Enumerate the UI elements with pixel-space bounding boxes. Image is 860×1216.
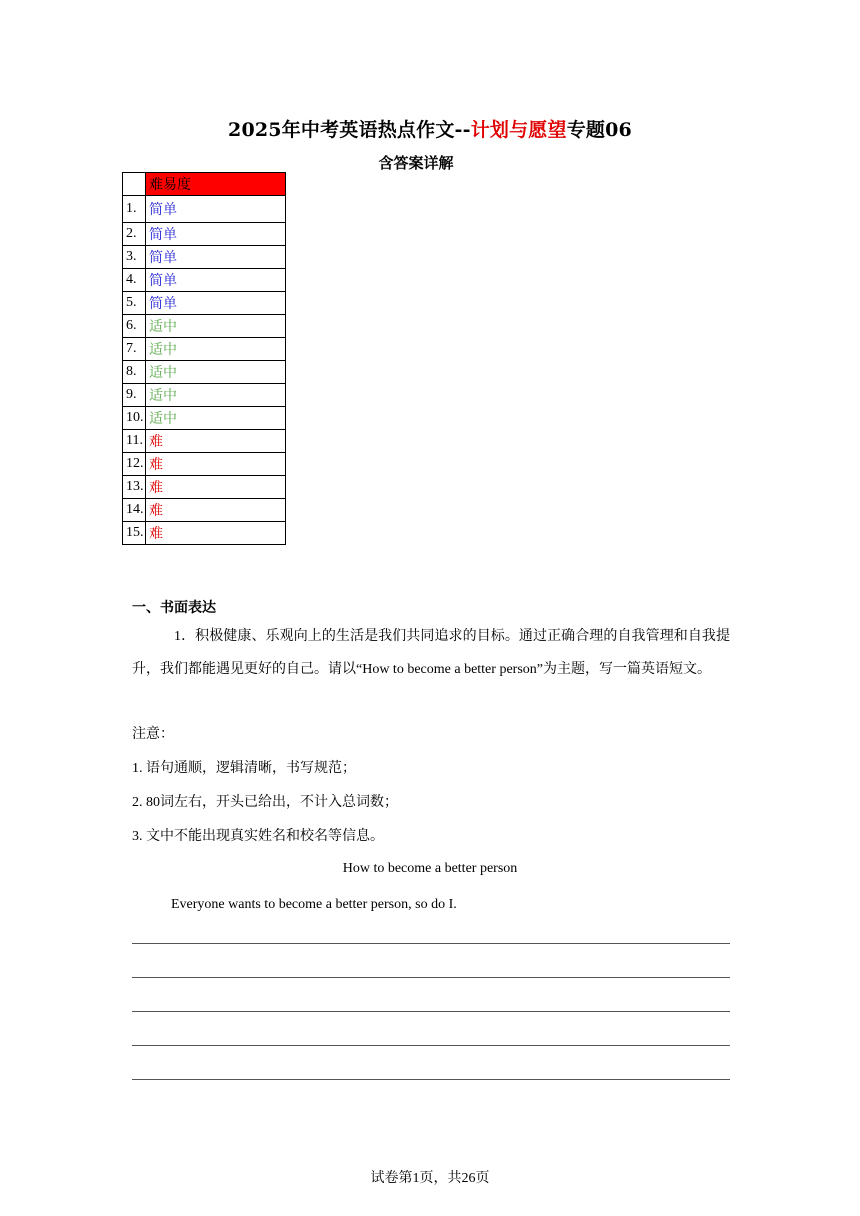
row-number: 5. bbox=[123, 292, 146, 315]
difficulty-level: 适中 bbox=[146, 361, 286, 384]
difficulty-row bbox=[123, 246, 286, 269]
essay-opening: Everyone wants to become a better person, so do I. bbox=[171, 897, 457, 912]
difficulty-level: 适中 bbox=[146, 315, 286, 338]
answer-line[interactable] bbox=[132, 977, 730, 978]
answer-line[interactable] bbox=[132, 1045, 730, 1046]
difficulty-level: 难 bbox=[146, 499, 286, 522]
note-item: 1. 语句通顺，逻辑清晰，书写规范； bbox=[132, 761, 356, 776]
difficulty-row bbox=[123, 338, 286, 361]
answer-line[interactable] bbox=[132, 1079, 730, 1080]
difficulty-row bbox=[123, 476, 286, 499]
difficulty-row bbox=[123, 384, 286, 407]
row-number: 9. bbox=[123, 384, 146, 407]
difficulty-row bbox=[123, 430, 286, 453]
difficulty-level: 简单 bbox=[146, 269, 286, 292]
difficulty-level: 难 bbox=[146, 453, 286, 476]
difficulty-table bbox=[122, 172, 286, 545]
subtitle: 含答案详解 bbox=[378, 154, 454, 172]
difficulty-row bbox=[123, 453, 286, 476]
difficulty-row bbox=[123, 522, 286, 545]
table-header-blank bbox=[123, 173, 146, 196]
page-title bbox=[0, 115, 860, 142]
difficulty-level: 适中 bbox=[146, 407, 286, 430]
difficulty-row bbox=[123, 269, 286, 292]
title-suffix: 专题06 bbox=[566, 119, 632, 141]
answer-line[interactable] bbox=[132, 943, 730, 944]
answer-line[interactable] bbox=[132, 1011, 730, 1012]
row-number: 15. bbox=[123, 522, 146, 545]
difficulty-level: 难 bbox=[146, 522, 286, 545]
row-number: 7. bbox=[123, 338, 146, 361]
difficulty-row bbox=[123, 292, 286, 315]
title-prefix: 2025年中考英语热点作文-- bbox=[228, 119, 471, 141]
title-highlight: 计划与愿望 bbox=[470, 119, 567, 141]
difficulty-level: 适中 bbox=[146, 384, 286, 407]
row-number: 13. bbox=[123, 476, 146, 499]
row-number: 14. bbox=[123, 499, 146, 522]
difficulty-level: 简单 bbox=[146, 223, 286, 246]
row-number: 11. bbox=[123, 430, 146, 453]
row-number: 8. bbox=[123, 361, 146, 384]
note-item: 2. 80词左右，开头已给出，不计入总词数； bbox=[132, 795, 398, 810]
difficulty-row bbox=[123, 196, 286, 223]
section-heading: 一、书面表达 bbox=[132, 600, 216, 616]
table-header-row bbox=[123, 173, 286, 196]
notes-label: 注意： bbox=[132, 727, 174, 742]
difficulty-row bbox=[123, 361, 286, 384]
table-header-label: 难易度 bbox=[146, 173, 286, 196]
difficulty-row bbox=[123, 315, 286, 338]
row-number: 12. bbox=[123, 453, 146, 476]
essay-title: How to become a better person bbox=[342, 861, 518, 876]
difficulty-level: 难 bbox=[146, 476, 286, 499]
difficulty-row bbox=[123, 223, 286, 246]
difficulty-row bbox=[123, 407, 286, 430]
page-footer: 试卷第1页，共26页 bbox=[370, 1171, 490, 1186]
difficulty-level: 适中 bbox=[146, 338, 286, 361]
row-number: 2. bbox=[123, 223, 146, 246]
difficulty-row bbox=[123, 499, 286, 522]
row-number: 10. bbox=[123, 407, 146, 430]
row-number: 6. bbox=[123, 315, 146, 338]
question-text: 1．积极健康、乐观向上的生活是我们共同追求的目标。通过正确合理的自我管理和自我提升，我们都能遇见更好的自己。请以“How to become a better person”为主题，写一篇英语短文。 bbox=[132, 629, 730, 677]
row-number: 3. bbox=[123, 246, 146, 269]
difficulty-level: 简单 bbox=[146, 196, 286, 223]
note-item: 3. 文中不能出现真实姓名和校名等信息。 bbox=[132, 829, 384, 844]
row-number: 4. bbox=[123, 269, 146, 292]
difficulty-level: 难 bbox=[146, 430, 286, 453]
difficulty-level: 简单 bbox=[146, 292, 286, 315]
difficulty-level: 简单 bbox=[146, 246, 286, 269]
row-number: 1. bbox=[123, 196, 146, 223]
